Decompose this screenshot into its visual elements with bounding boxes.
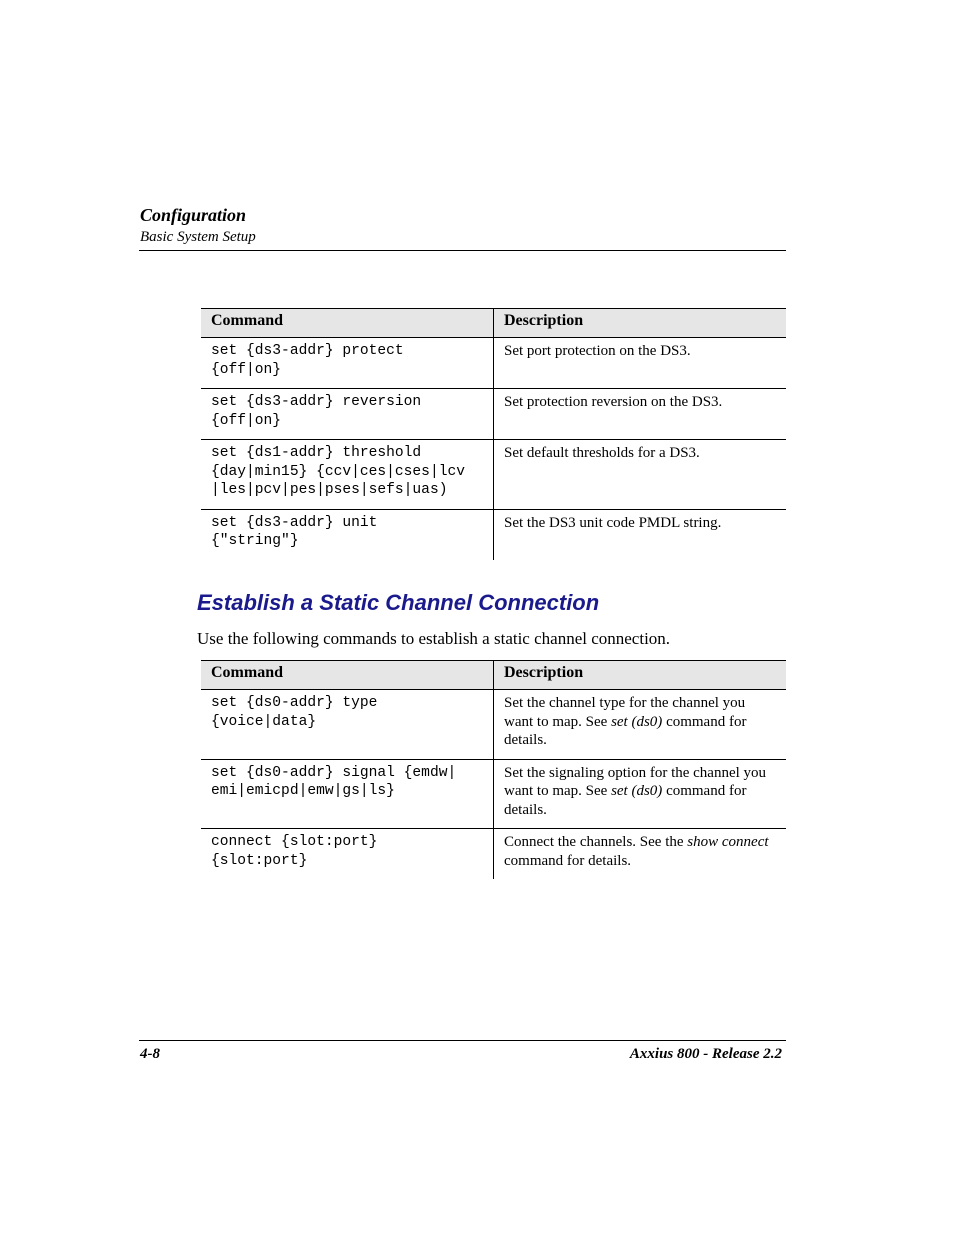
- intro-paragraph: Use the following commands to establish a static channel connection.: [197, 629, 671, 648]
- description-cell: [494, 829, 787, 880]
- command-line: {slot:port}: [211, 852, 308, 869]
- command-reference: show connect: [687, 834, 769, 850]
- table-body: [201, 338, 786, 560]
- table-row: [201, 389, 786, 440]
- chapter-title: Configuration: [140, 205, 247, 225]
- section-subtitle: Basic System Setup: [140, 229, 256, 245]
- ds3-command-table: [201, 308, 786, 560]
- section-heading: Establish a Static Channel Connection: [197, 590, 600, 615]
- column-header-command: Command: [201, 661, 494, 690]
- description-cell: Set the DS3 unit code PMDL string.: [504, 514, 722, 531]
- command-line: {off|on}: [211, 361, 282, 378]
- column-header-description: Description: [494, 661, 787, 690]
- description-cell: [494, 759, 787, 829]
- command-cell: [201, 389, 494, 440]
- table-row: [201, 509, 786, 560]
- description-cell: [494, 690, 787, 760]
- command-cell: [201, 759, 494, 829]
- command-line: set {ds3-addr} reversion: [211, 394, 422, 410]
- command-cell: [201, 440, 494, 510]
- command-cell: [201, 690, 494, 760]
- table-body: [201, 690, 786, 880]
- command-line: {day|min15} {ccv|ces|cses|lcv: [211, 463, 465, 480]
- channel-command-table: [201, 660, 786, 879]
- command-line: set {ds3-addr} protect: [211, 343, 404, 359]
- table-row: [201, 690, 786, 760]
- command-line: set {ds3-addr} unit: [211, 514, 378, 531]
- table-row: [201, 440, 786, 510]
- column-header-description: Description: [494, 309, 787, 338]
- description-cell: Set protection reversion on the DS3.: [494, 389, 787, 440]
- table-row: [201, 338, 786, 389]
- command-line: set {ds0-addr} signal {emdw|: [211, 764, 457, 781]
- description-cell: Set default thresholds for a DS3.: [494, 440, 787, 510]
- description-text: command for details.: [504, 783, 747, 818]
- command-cell: [201, 829, 494, 880]
- table-row: [201, 759, 786, 829]
- command-line: {"string"}: [211, 533, 299, 549]
- command-line: emi|emicpd|emw|gs|ls}: [211, 783, 395, 799]
- table-row: [201, 829, 786, 880]
- table-header-row: [201, 661, 786, 690]
- description-text: command for details.: [504, 713, 747, 748]
- footer-rule: [139, 1040, 786, 1041]
- description-text: Set the channel type for the channel you want to map. See: [504, 695, 746, 730]
- product-release: Axxius 800 - Release 2.2: [629, 1046, 782, 1062]
- command-line: {off|on}: [211, 412, 282, 429]
- command-line: {voice|data}: [211, 713, 317, 730]
- description-text: command for details.: [504, 852, 632, 869]
- command-reference: set (ds0): [611, 783, 663, 799]
- description-text: Connect the channels. See the: [504, 834, 688, 850]
- command-line: |les|pcv|pes|pses|sefs|uas): [211, 482, 448, 498]
- description-text: Set the signaling option for the channel you want to map. See: [504, 764, 767, 799]
- page-number: 4-8: [140, 1046, 160, 1062]
- command-reference: set (ds0): [611, 713, 663, 730]
- description-cell: Set port protection on the DS3.: [494, 338, 787, 389]
- command-line: set {ds0-addr} type: [211, 695, 378, 711]
- command-cell: [201, 509, 494, 560]
- table-header-row: [201, 309, 786, 338]
- header-rule: [139, 250, 786, 251]
- command-line: set {ds1-addr} threshold: [211, 445, 422, 461]
- command-line: connect {slot:port}: [211, 834, 378, 850]
- command-cell: [201, 338, 494, 389]
- column-header-command: Command: [201, 309, 494, 338]
